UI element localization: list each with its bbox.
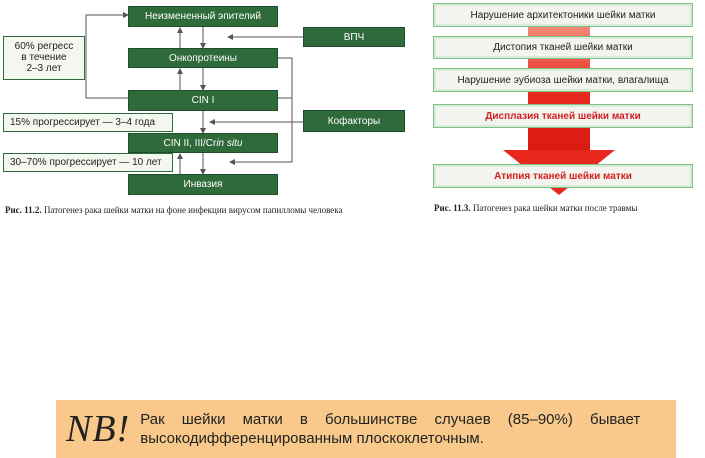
box-hpv: ВПЧ	[303, 27, 405, 47]
caption-fig-11-3-text: Патогенез рака шейки матки после травмы	[470, 203, 638, 213]
step-4-dysplasia: Дисплазия тканей шейки матки	[433, 104, 693, 128]
note-regress-line2: в течение	[21, 52, 67, 63]
caption-fig-11-2-label: Рис. 11.2.	[5, 205, 42, 215]
note-progress-15: 15% прогрессирует — 3–4 года	[3, 113, 173, 132]
caption-fig-11-3-label: Рис. 11.3.	[434, 203, 471, 213]
box-cofactors: Кофакторы	[303, 110, 405, 132]
step-5-atypia: Атипия тканей шейки матки	[433, 164, 693, 188]
note-progress-30-70: 30–70% прогрессирует — 10 лет	[3, 153, 173, 172]
step-3: Нарушение эубиоза шейки матки, влагалища	[433, 68, 693, 92]
note-regress-line3: 2–3 лет	[26, 63, 62, 74]
nb-callout	[56, 400, 676, 458]
step-1: Нарушение архитектоники шейки матки	[433, 3, 693, 27]
nb-text: Рак шейки матки в большинстве случаев (85–90%) бывает высокодифференцированным плоскоклеточным.	[140, 411, 641, 447]
box-oncoproteins: Онкопротеины	[128, 48, 278, 68]
nb-mark: NB!	[66, 408, 131, 450]
box-invasion: Инвазия	[128, 174, 278, 195]
cin2-label: CIN II, III/Cr	[163, 137, 217, 149]
caption-fig-11-3	[434, 203, 637, 213]
caption-fig-11-2-text: Патогенез рака шейки матки на фоне инфекции вирусом папилломы человека	[41, 205, 343, 215]
step-2: Дистопия тканей шейки матки	[433, 36, 693, 59]
box-cin1: CIN I	[128, 90, 278, 111]
cin2-italic-label: in situ	[216, 137, 243, 149]
box-normal-epithelium: Неизмененный эпителий	[128, 6, 278, 27]
note-regress-line1: 60% регресс	[14, 41, 74, 52]
caption-fig-11-2	[5, 205, 343, 215]
